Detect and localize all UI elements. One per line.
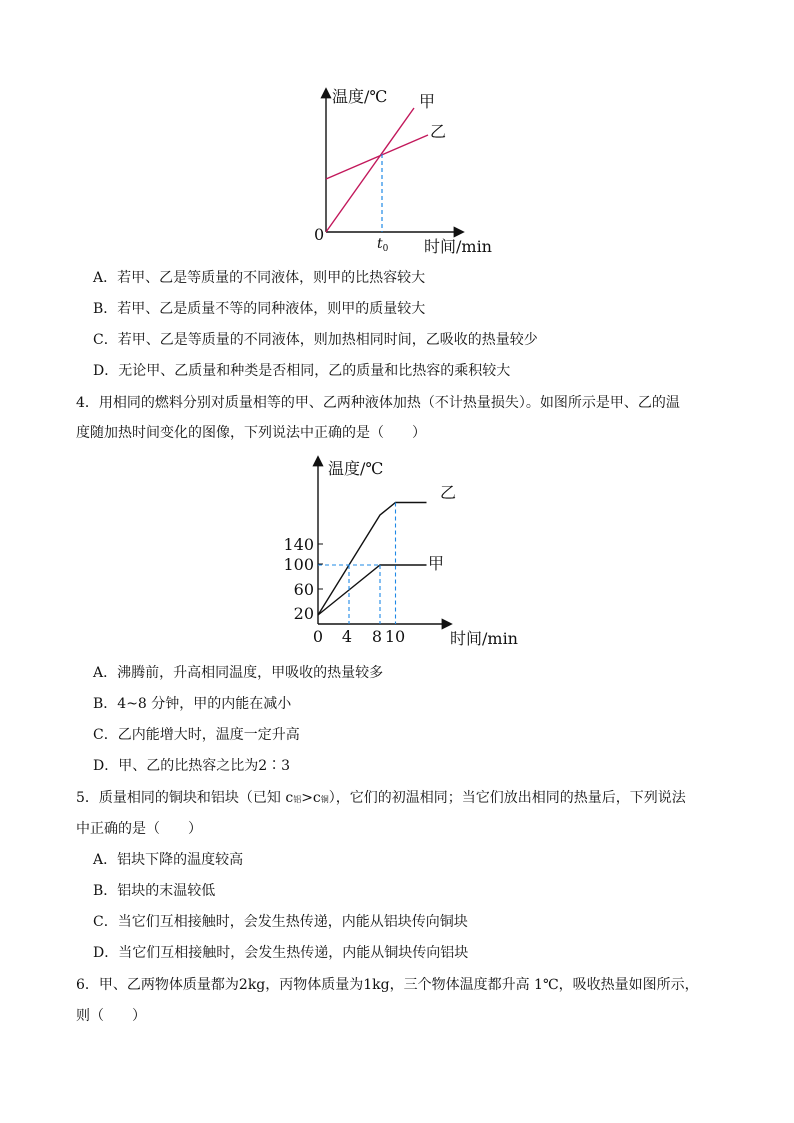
subscript-cu: 铜 [320, 795, 329, 804]
q6-stem-line-2: 则（ ） [76, 1008, 146, 1024]
q5-option-c: C．当它们互相接触时，会发生热传递，内能从铝块传向铜块 [93, 914, 468, 930]
q6-stem-line-1: 6．甲、乙两物体质量都为2kg，丙物体质量为1kg，三个物体温度都升高 1℃，吸收热量如图所示， [76, 977, 699, 993]
figure-2-temperature-graph [278, 452, 528, 652]
x-axis-label: 时间/min [450, 629, 518, 648]
y-tick-20: 20 [293, 604, 314, 623]
x-tick-0: 0 [312, 627, 324, 646]
y-axis-label: 温度/℃ [328, 459, 384, 478]
q5-option-a: A．铝块下降的温度较高 [93, 852, 244, 868]
y-tick-60: 60 [293, 580, 314, 599]
q3-option-a: A．若甲、乙是等质量的不同液体，则甲的比热容较大 [93, 270, 426, 286]
y-tick-140: 140 [283, 535, 314, 554]
x-tick-10: 10 [384, 627, 406, 646]
series-jia-line [326, 108, 414, 232]
q4-option-a: A．沸腾前，升高相同温度，甲吸收的热量较多 [93, 665, 384, 681]
series-yi-label: 乙 [440, 483, 457, 502]
origin-label: 0 [314, 225, 325, 244]
x-axis-label: 时间/min [424, 237, 492, 256]
y-tick-100: 100 [283, 555, 314, 574]
q5-option-d: D．当它们互相接触时，会发生热传递，内能从铜块传向铝块 [93, 945, 469, 961]
q4-stem-line-1: 4．用相同的燃料分别对质量相等的甲、乙两种液体加热（不计热量损失）。如图所示是甲、乙的温 [76, 395, 680, 411]
q4-option-d: D．甲、乙的比热容之比为2∶3 [93, 758, 291, 774]
q4-option-c: C．乙内能增大时，温度一定升高 [93, 727, 300, 743]
series-yi-label: 乙 [430, 122, 447, 141]
q3-option-d: D．无论甲、乙质量和种类是否相同，乙的质量和比热容的乘积较大 [93, 363, 511, 379]
y-axis-label: 温度/℃ [332, 87, 388, 106]
q3-option-c: C．若甲、乙是等质量的不同液体，则加热相同时间，乙吸收的热量较少 [93, 332, 538, 348]
q4-stem-line-2: 度随加热时间变化的图像，下列说法中正确的是（ ） [76, 425, 426, 441]
q3-option-b: B．若甲、乙是质量不等的同种液体，则甲的质量较大 [93, 301, 426, 317]
series-line-yi [318, 503, 427, 616]
series-jia-label: 甲 [428, 554, 445, 573]
q5-stem-line-2: 中正确的是（ ） [76, 821, 202, 837]
t0-label: $t_0$ [377, 236, 389, 254]
x-tick-8: 8 [371, 627, 383, 646]
q5-option-b: B．铝块的末温较低 [93, 883, 216, 899]
q4-option-b: B．4~8 分钟，甲的内能在减小 [93, 696, 292, 712]
subscript-al: 铝 [293, 795, 302, 804]
x-tick-4: 4 [341, 627, 353, 646]
q5-stem-line-1: 5．质量相同的铜块和铝块（已知 c铝>c铜），它们的初温相同；当它们放出相同的热量后，下列说法 [76, 790, 686, 806]
series-jia-label: 甲 [419, 92, 436, 111]
figure-1-temperature-graph [300, 82, 510, 257]
series-yi-line [326, 135, 428, 179]
